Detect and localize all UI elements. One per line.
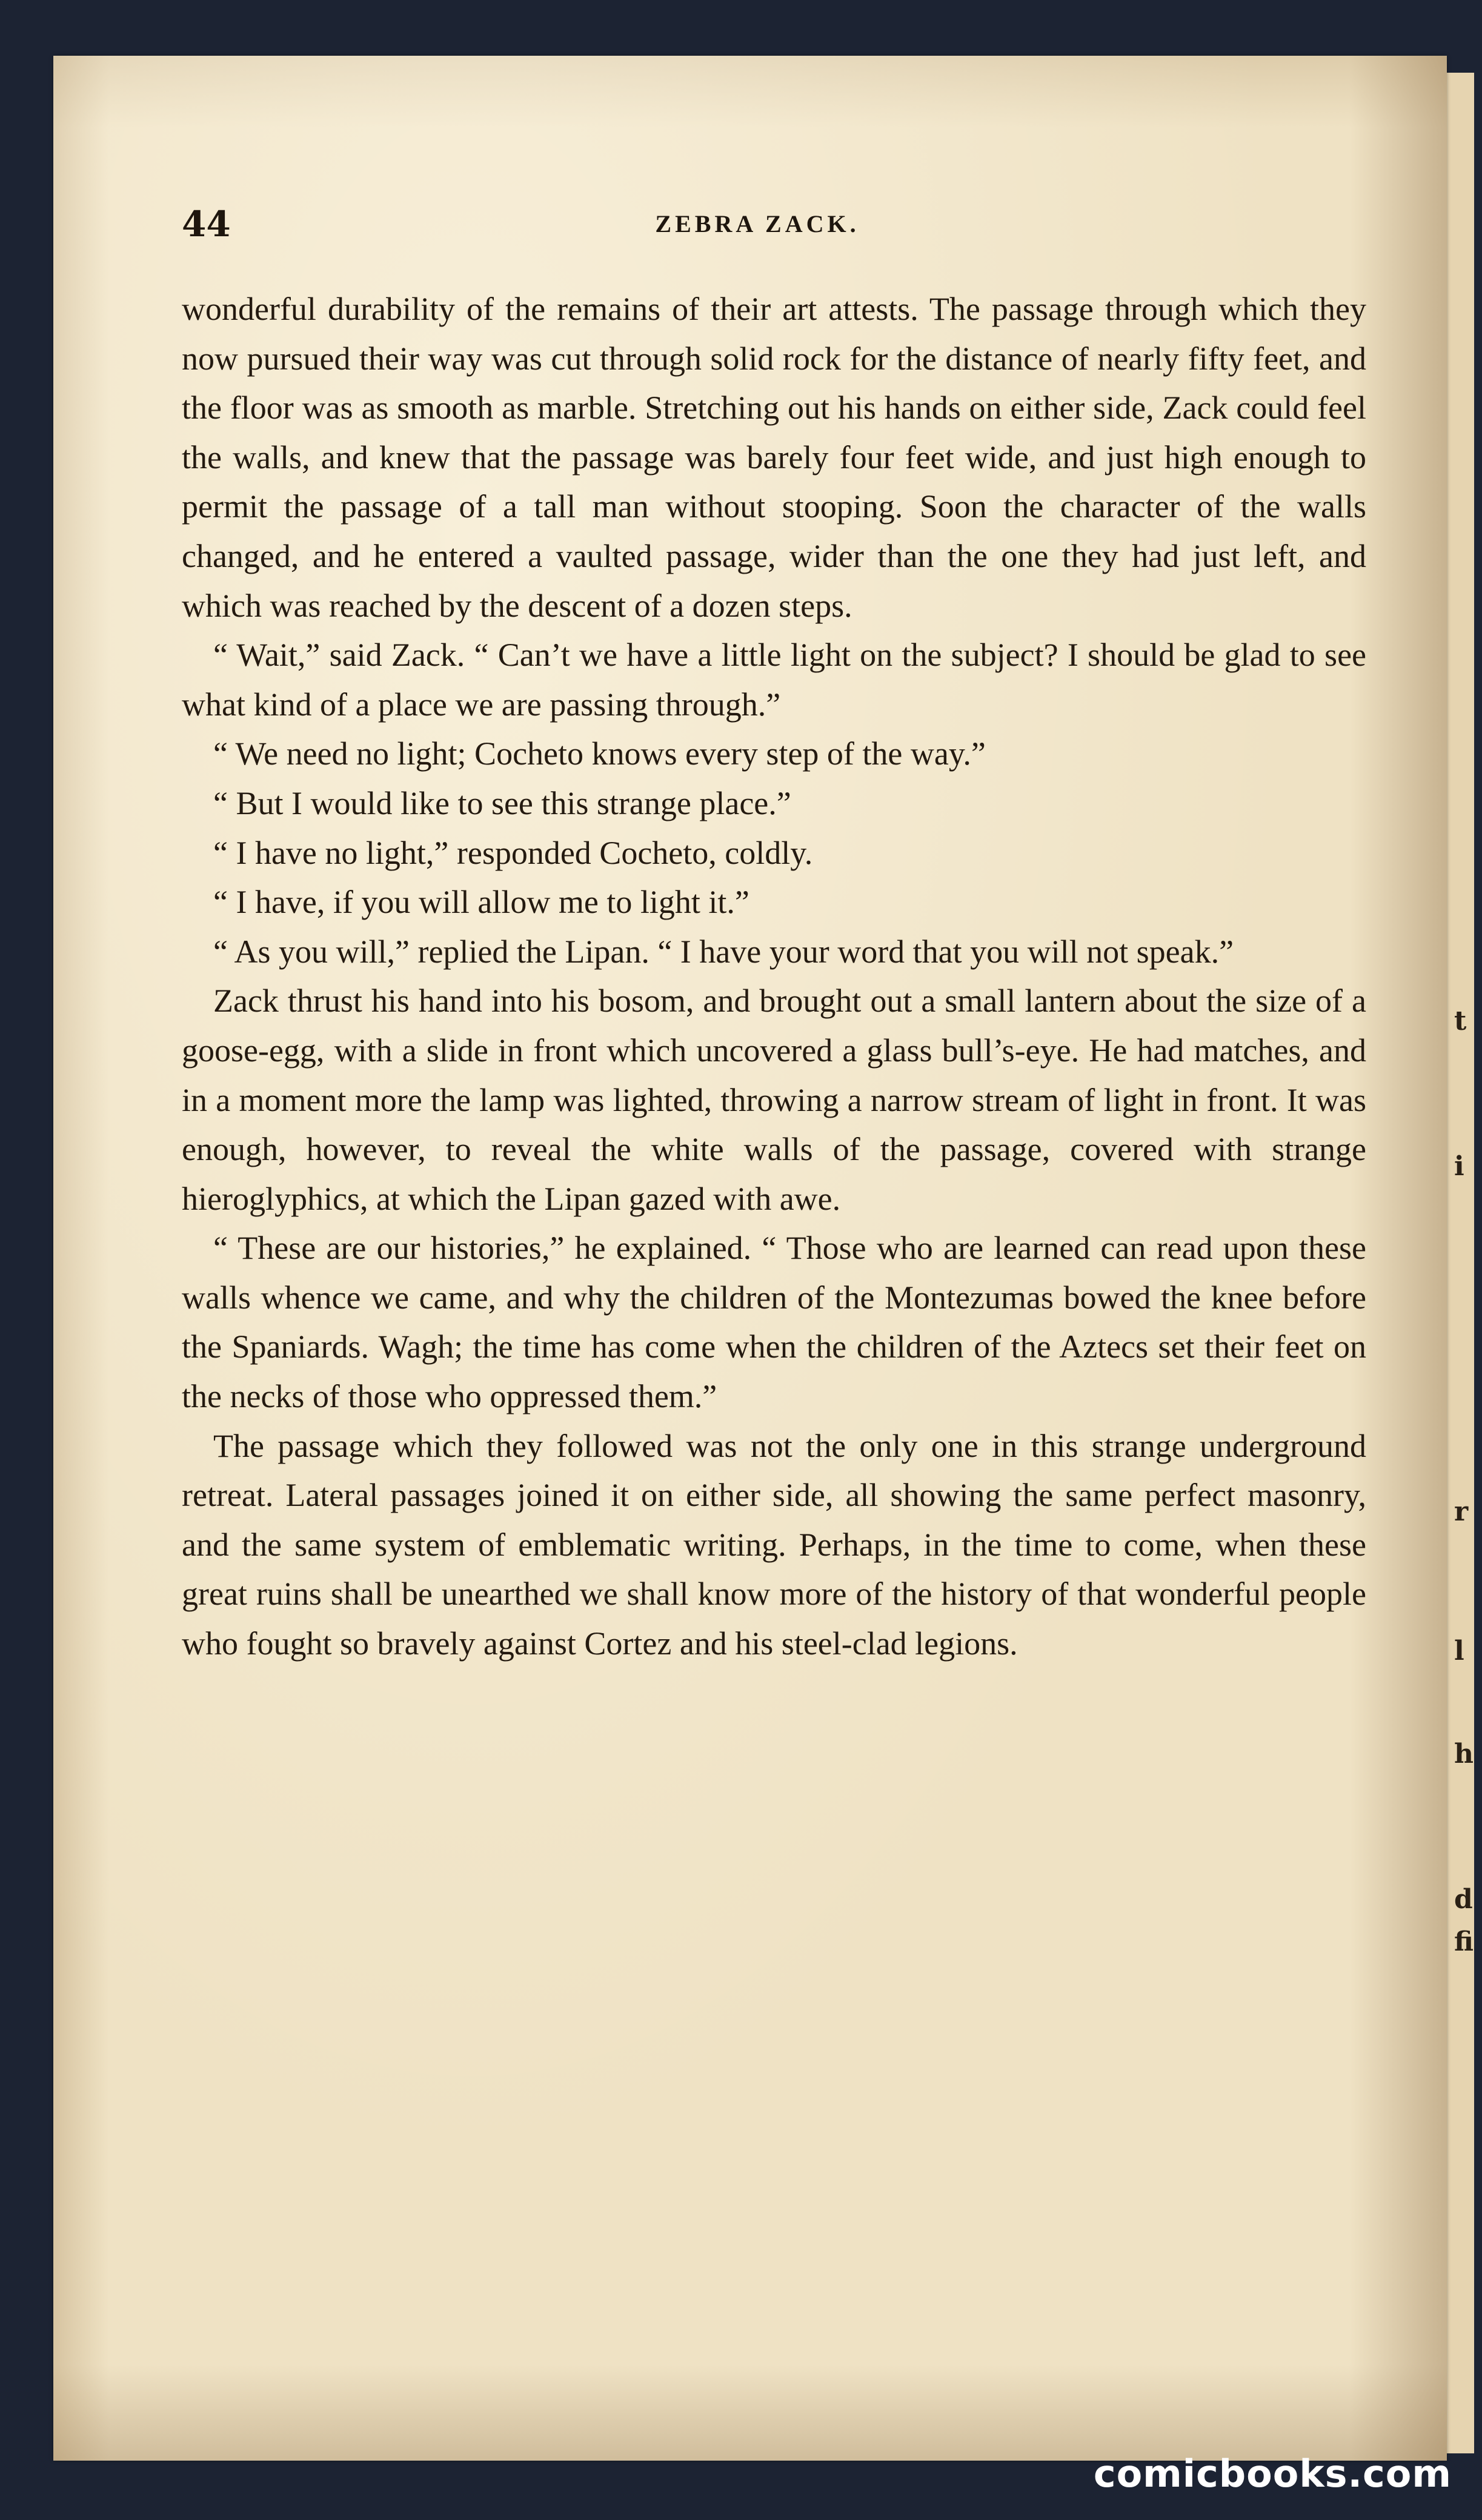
adjacent-page-fragment: fi (1454, 1926, 1474, 1957)
adjacent-page-fragment: t (1454, 1006, 1467, 1036)
paragraph: wonderful durability of the remains of their art attests. The passage through which they now pursued their way was cut through solid rock for the distance of nearly fifty feet, and the floor was as smooth as marble. Stretching out his hands on either side, Zack could feel the walls, and knew that the passage was barely four feet wide, and just high enough to permit the passage of a tall man without stooping. Soon the character of the walls changed, and he entered a vaulted passage, wider than the one they had just left, and which was reached by the descent of a dozen steps. (182, 291, 1366, 624)
adjacent-page-fragment: i (1454, 1151, 1464, 1182)
paragraph: The passage which they followed was not the only one in this strange underground retreat. Lateral passages joined it on either side, all showing the same perfect masonry, and the same system of emblematic writing. Perhaps, in the time to come, when these great ruins shall be unearthed we shall know more of the history of that wonderful people who fought so bravely against Cortez and his steel-clad legions. (182, 1427, 1366, 1662)
running-head (182, 204, 1333, 252)
page-number: 44 (182, 204, 231, 245)
page-header: ZEBRA ZACK. (655, 210, 860, 237)
paragraph: “ But I would like to see this strange place.” (213, 784, 791, 821)
adjacent-page-fragment: d (1454, 1884, 1473, 1915)
paragraph: Zack thrust his hand into his bosom, and brought out a small lantern about the size of a goose-egg, with a slide in front which uncovered a glass bull’s-eye. He had matches, and in a moment more the lamp was lighted, throwing a narrow stream of light in front. It was enough, however, to reveal the white walls of the passage, covered with strange hieroglyphics, at which the Lipan gazed with awe. (182, 983, 1366, 1217)
adjacent-page-fragment: r (1454, 1496, 1469, 1527)
paragraph: “ We need no light; Cocheto knows every step of the way.” (213, 735, 986, 772)
paragraph: “ These are our histories,” he explained. “ Those who are learned can read upon these walls whence we came, and why the children of the Montezumas bowed the knee before the Spaniards. Wagh; the time has come when the children of the Aztecs set their feet on the necks of those who oppressed them.” (182, 1230, 1366, 1415)
adjacent-page-fragment: l (1454, 1636, 1464, 1666)
body-text (182, 285, 1366, 1669)
paragraph: “ I have, if you will allow me to light it.” (213, 884, 749, 921)
paragraph: “ As you will,” replied the Lipan. “ I have your word that you will not speak.” (213, 933, 1234, 970)
adjacent-page-fragment: h (1454, 1739, 1474, 1769)
paragraph: “ I have no light,” responded Cocheto, coldly. (213, 834, 813, 871)
watermark: comicbooks.com (1093, 2452, 1452, 2496)
paragraph: “ Wait,” said Zack. “ Can’t we have a little light on the subject? I should be glad to see what kind of a place we are passing through.” (182, 637, 1366, 723)
